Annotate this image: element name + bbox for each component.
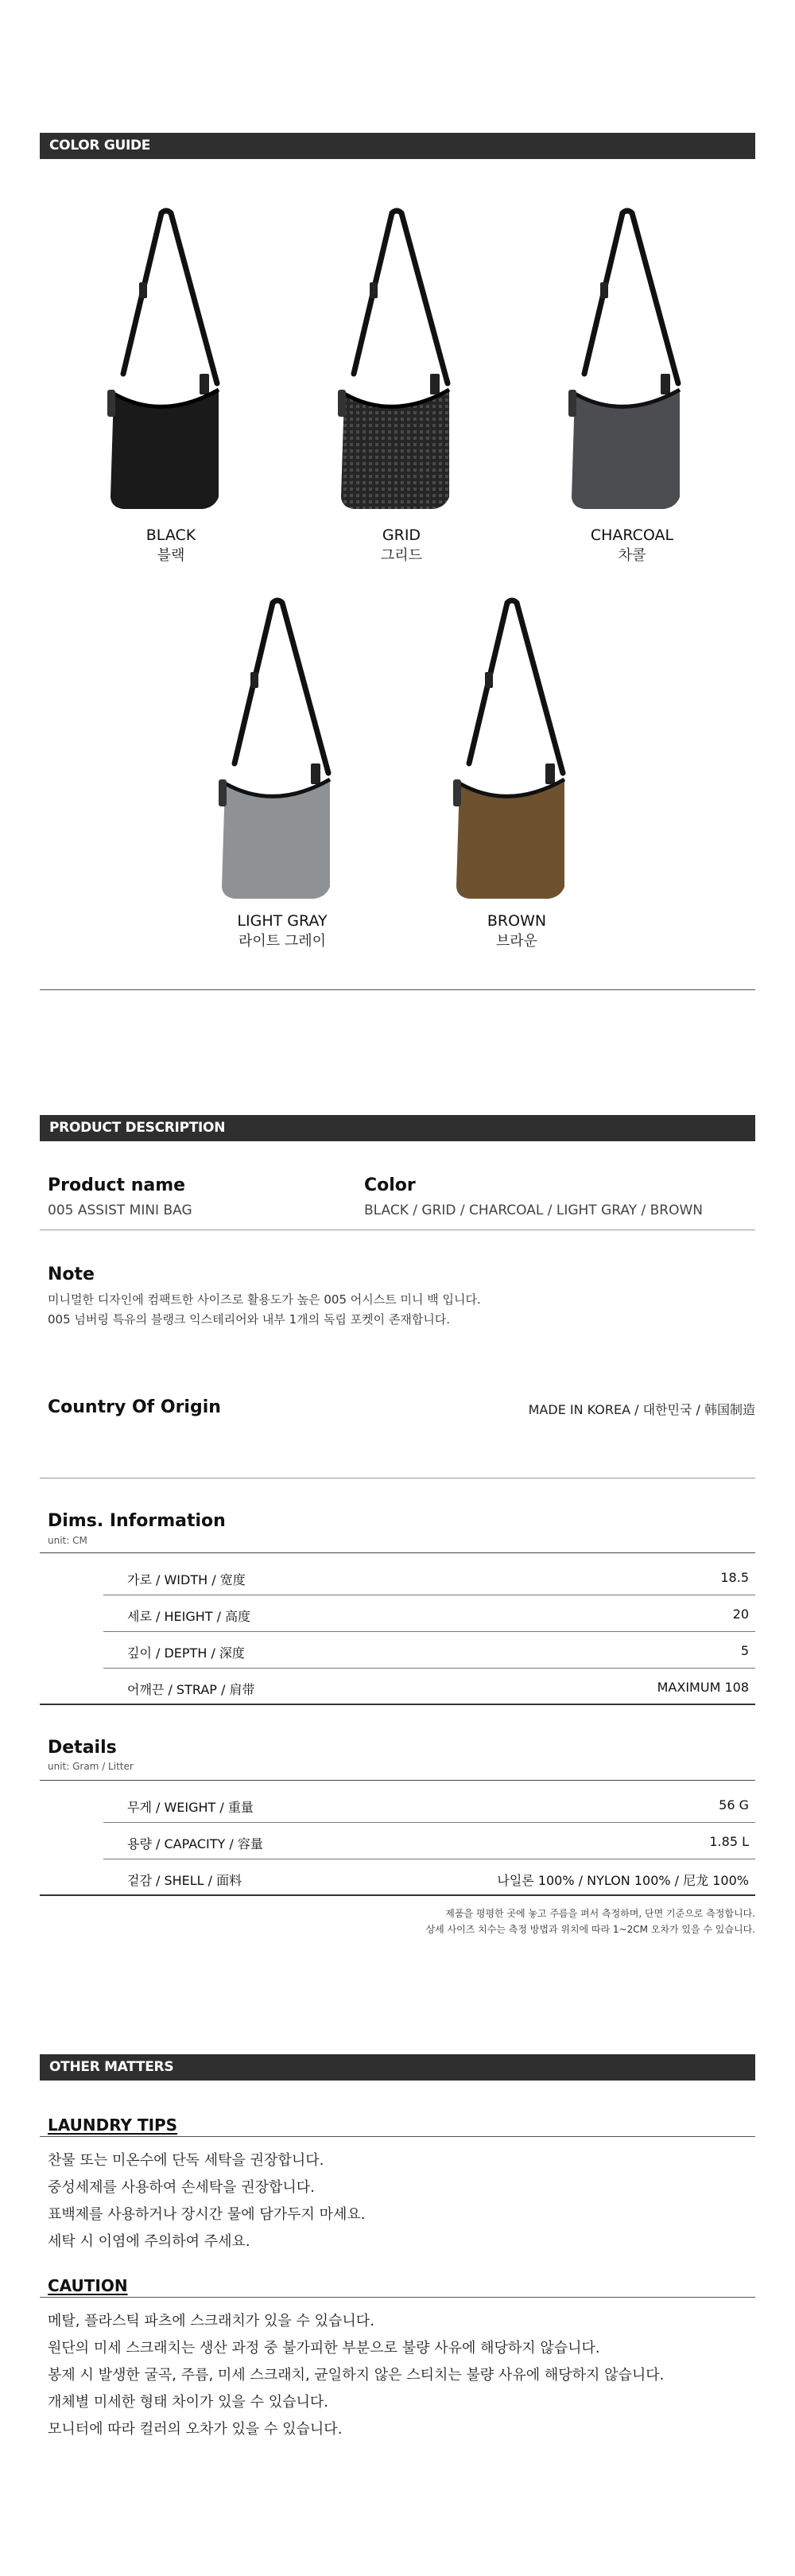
caution-item: 봉제 시 발생한 굴곡, 주름, 미세 스크래치, 균일하지 않은 스티치는 불량 사유에 해당하지 않습니다. — [48, 2367, 665, 2384]
measurement-note: 제품을 평평한 곳에 놓고 주름을 펴서 측정하며, 단면 기준으로 측정합니다. — [445, 1908, 755, 1919]
dim-value: 5 — [740, 1643, 749, 1658]
note-line: 005 넘버링 특유의 블랭크 익스테리어와 내부 1개의 독립 포켓이 존재합니다. — [48, 1312, 451, 1327]
caution-item: 모니터에 따라 컬러의 오차가 있을 수 있습니다. — [48, 2421, 343, 2438]
caution-item: 원단의 미세 스크래치는 생산 과정 중 불가피한 부분으로 불량 사유에 해당하지 않습니다. — [48, 2340, 600, 2356]
color-name-en: GRID — [382, 526, 421, 544]
other-matters-title: OTHER MATTERS — [49, 2059, 174, 2075]
detail-label: 용량 / CAPACITY / 容量 — [127, 1836, 263, 1851]
note-text — [48, 1290, 481, 1330]
detail-label: 겉감 / SHELL / 面料 — [127, 1873, 242, 1888]
dim-value: 20 — [732, 1607, 749, 1622]
dims-row-depth — [103, 1632, 755, 1669]
laundry-tips-list — [48, 2147, 365, 2255]
color-item-brown — [421, 911, 612, 952]
detail-value: 나일론 100% / NYLON 100% / 尼龙 100% — [497, 1873, 749, 1888]
measurement-notes — [278, 1906, 755, 1937]
color-name-en: BROWN — [487, 912, 547, 930]
bag-image-grid — [330, 207, 457, 517]
dims-top-rule — [40, 1552, 755, 1553]
dims-title: Dims. Information — [48, 1511, 226, 1531]
product-description-header — [40, 1115, 755, 1141]
dim-value: MAXIMUM 108 — [657, 1680, 749, 1695]
color-label: Color — [364, 1175, 416, 1195]
laundry-tip: 표백제를 사용하거나 장시간 물에 담가두지 마세요. — [48, 2206, 366, 2223]
details-title: Details — [48, 1738, 117, 1758]
caution-label: CAUTION — [48, 2276, 128, 2295]
dim-label: 가로 / WIDTH / 宽度 — [127, 1572, 246, 1587]
divider — [40, 2297, 755, 2298]
details-unit: unit: Gram / Litter — [48, 1761, 134, 1772]
laundry-tips-title — [48, 2116, 177, 2135]
caution-title — [48, 2276, 128, 2295]
color-guide-title: COLOR GUIDE — [49, 138, 151, 153]
color-name-ko: 블랙 — [157, 547, 185, 564]
divider — [40, 2136, 755, 2137]
bag-image-light-gray — [211, 596, 338, 907]
bag-image-brown — [445, 596, 572, 907]
dims-unit: unit: CM — [48, 1535, 87, 1546]
note-line: 미니멀한 디자인에 컴팩트한 사이즈로 활용도가 높은 005 어시스트 미니 백 입니다. — [48, 1292, 481, 1307]
caution-item: 메탈, 플라스틱 파츠에 스크래치가 있을 수 있습니다. — [48, 2313, 374, 2329]
origin-label: Country Of Origin — [48, 1397, 221, 1417]
color-name-ko: 차콜 — [618, 547, 646, 564]
bag-image-charcoal — [560, 207, 688, 517]
dims-row-height — [103, 1595, 755, 1632]
color-name-ko: 브라운 — [495, 933, 538, 950]
laundry-tip: 찬물 또는 미온수에 단독 세탁을 권장합니다. — [48, 2152, 324, 2169]
laundry-tip: 세탁 시 이염에 주의하여 주세요. — [48, 2233, 250, 2250]
detail-value: 56 G — [719, 1797, 749, 1813]
color-name-en: LIGHT GRAY — [237, 912, 328, 930]
color-item-light-gray — [187, 911, 378, 952]
details-row-shell — [40, 1859, 755, 1896]
dim-value: 18.5 — [720, 1570, 749, 1585]
laundry-tips-label: LAUNDRY TIPS — [48, 2116, 178, 2135]
color-value: BLACK / GRID / CHARCOAL / LIGHT GRAY / BROWN — [364, 1203, 704, 1218]
product-name-value: 005 ASSIST MINI BAG — [48, 1203, 192, 1218]
other-matters-header — [40, 2054, 755, 2081]
dims-row-strap — [40, 1669, 755, 1705]
details-row-weight — [103, 1786, 755, 1823]
color-name-en: CHARCOAL — [590, 526, 674, 544]
dims-row-width — [103, 1559, 755, 1595]
detail-value: 1.85 L — [709, 1834, 749, 1849]
origin-value: MADE IN KOREA / 대한민국 / 韩国制造 — [528, 1402, 755, 1417]
dim-label: 깊이 / DEPTH / 深度 — [127, 1645, 245, 1661]
color-name-ko: 그리드 — [380, 547, 423, 564]
note-label: Note — [48, 1265, 95, 1284]
measurement-note: 상세 사이즈 치수는 측정 방법과 위치에 따라 1~2CM 오차가 있을 수 있습니다. — [425, 1924, 755, 1935]
color-name-en: BLACK — [145, 526, 196, 544]
details-row-capacity — [103, 1823, 755, 1859]
caution-item: 개체별 미세한 형태 차이가 있을 수 있습니다. — [48, 2394, 329, 2411]
dim-label: 세로 / HEIGHT / 高度 — [127, 1609, 251, 1624]
divider — [40, 989, 755, 990]
detail-label: 무게 / WEIGHT / 重量 — [127, 1800, 254, 1815]
bag-image-black — [99, 207, 227, 517]
dim-label: 어깨끈 / STRAP / 肩带 — [127, 1682, 255, 1697]
color-guide-header — [40, 133, 755, 159]
product-description-title: PRODUCT DESCRIPTION — [49, 1120, 226, 1136]
color-item-grid — [306, 525, 497, 566]
details-top-rule — [40, 1780, 755, 1781]
caution-list — [48, 2308, 664, 2443]
product-name-label: Product name — [48, 1175, 186, 1195]
color-item-charcoal — [537, 525, 727, 566]
laundry-tip: 중성세제를 사용하여 손세탁을 권장합니다. — [48, 2179, 315, 2196]
color-name-ko: 라이트 그레이 — [238, 933, 327, 950]
color-item-black — [76, 525, 266, 566]
